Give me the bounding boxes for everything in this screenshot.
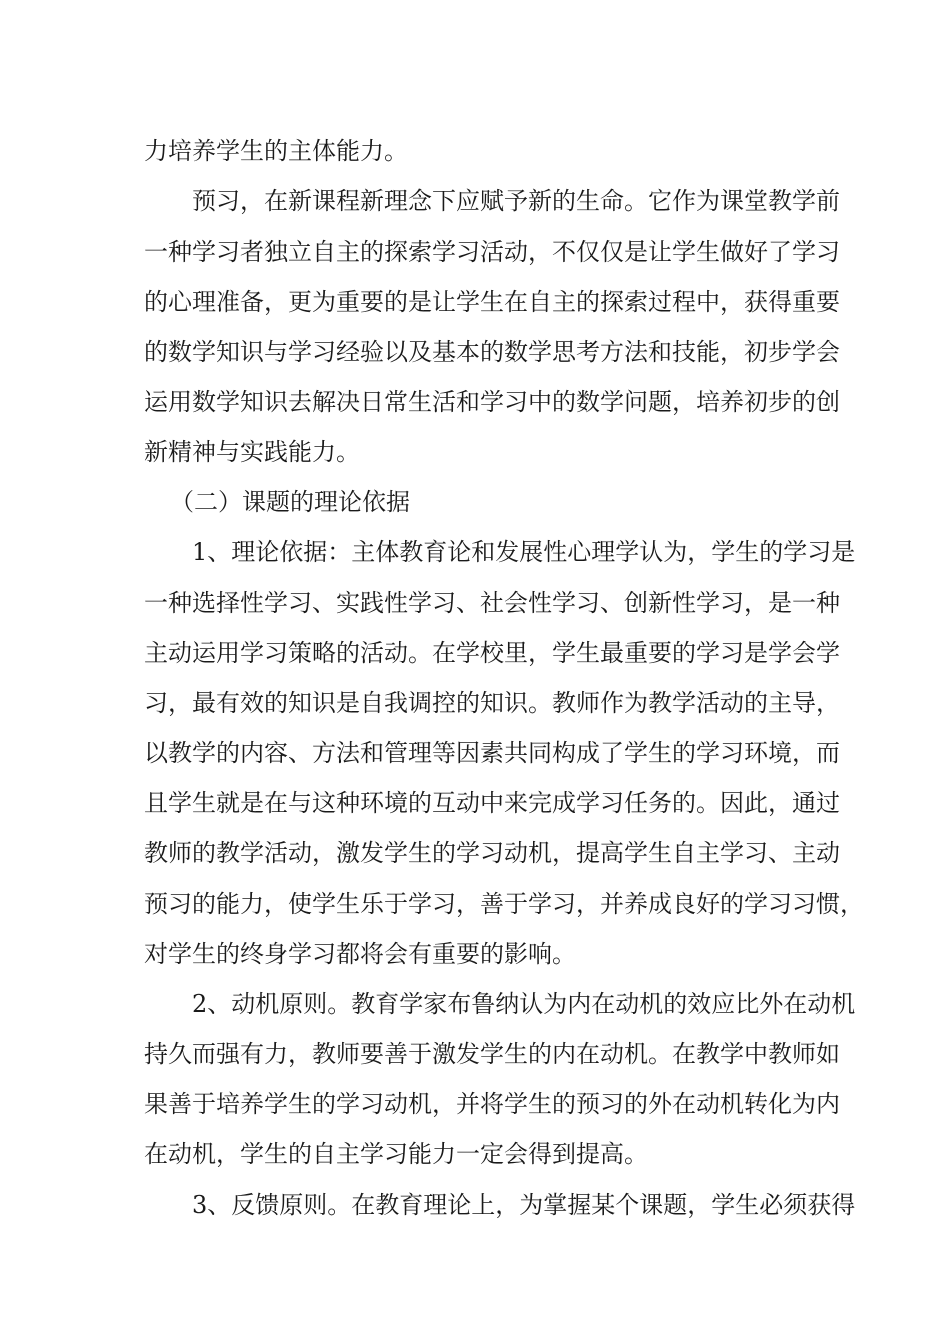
text-line: 以教学的内容、方法和管理等因素共同构成了学生的学习环境，而 [144, 739, 840, 767]
text-line: 的心理准备，更为重要的是让学生在自主的探索过程中，获得重要 [144, 288, 840, 316]
text-line: 且学生就是在与这种环境的互动中来完成学习任务的。因此，通过 [144, 789, 840, 817]
text-line: 力培养学生的主体能力。 [144, 137, 408, 165]
text-line: 果善于培养学生的学习动机，并将学生的预习的外在动机转化为内 [144, 1090, 840, 1118]
text-line: 一种选择性学习、实践性学习、社会性学习、创新性学习，是一种 [144, 589, 840, 617]
text-line: 对学生的终身学习都将会有重要的影响。 [144, 940, 576, 968]
text-line: 习，最有效的知识是自我调控的知识。教师作为教学活动的主导， [144, 689, 840, 717]
section-heading: （二）课题的理论依据 [170, 488, 410, 516]
text-line: 新精神与实践能力。 [144, 438, 360, 466]
text-line: 一种学习者独立自主的探索学习活动，不仅仅是让学生做好了学习 [144, 238, 840, 266]
text-line: 教师的教学活动，激发学生的学习动机，提高学生自主学习、主动 [144, 839, 840, 867]
text-line: 预习的能力，使学生乐于学习，善于学习，并养成良好的学习习惯， [144, 890, 864, 918]
text-line: 持久而强有力，教师要善于激发学生的内在动机。在教学中教师如 [144, 1040, 840, 1068]
text-line: 预习，在新课程新理念下应赋予新的生命。它作为课堂教学前 [192, 187, 840, 215]
text-line: 3、反馈原则。在教育理论上，为掌握某个课题，学生必须获得 [192, 1191, 856, 1219]
text-line: 1、理论依据：主体教育论和发展性心理学认为，学生的学习是 [192, 538, 856, 566]
text-line: 2、动机原则。教育学家布鲁纳认为内在动机的效应比外在动机 [192, 990, 856, 1018]
text-line: 运用数学知识去解决日常生活和学习中的数学问题，培养初步的创 [144, 388, 840, 416]
text-line: 主动运用学习策略的活动。在学校里，学生最重要的学习是学会学 [144, 639, 840, 667]
text-line: 的数学知识与学习经验以及基本的数学思考方法和技能，初步学会 [144, 338, 840, 366]
text-line: 在动机，学生的自主学习能力一定会得到提高。 [144, 1140, 648, 1168]
